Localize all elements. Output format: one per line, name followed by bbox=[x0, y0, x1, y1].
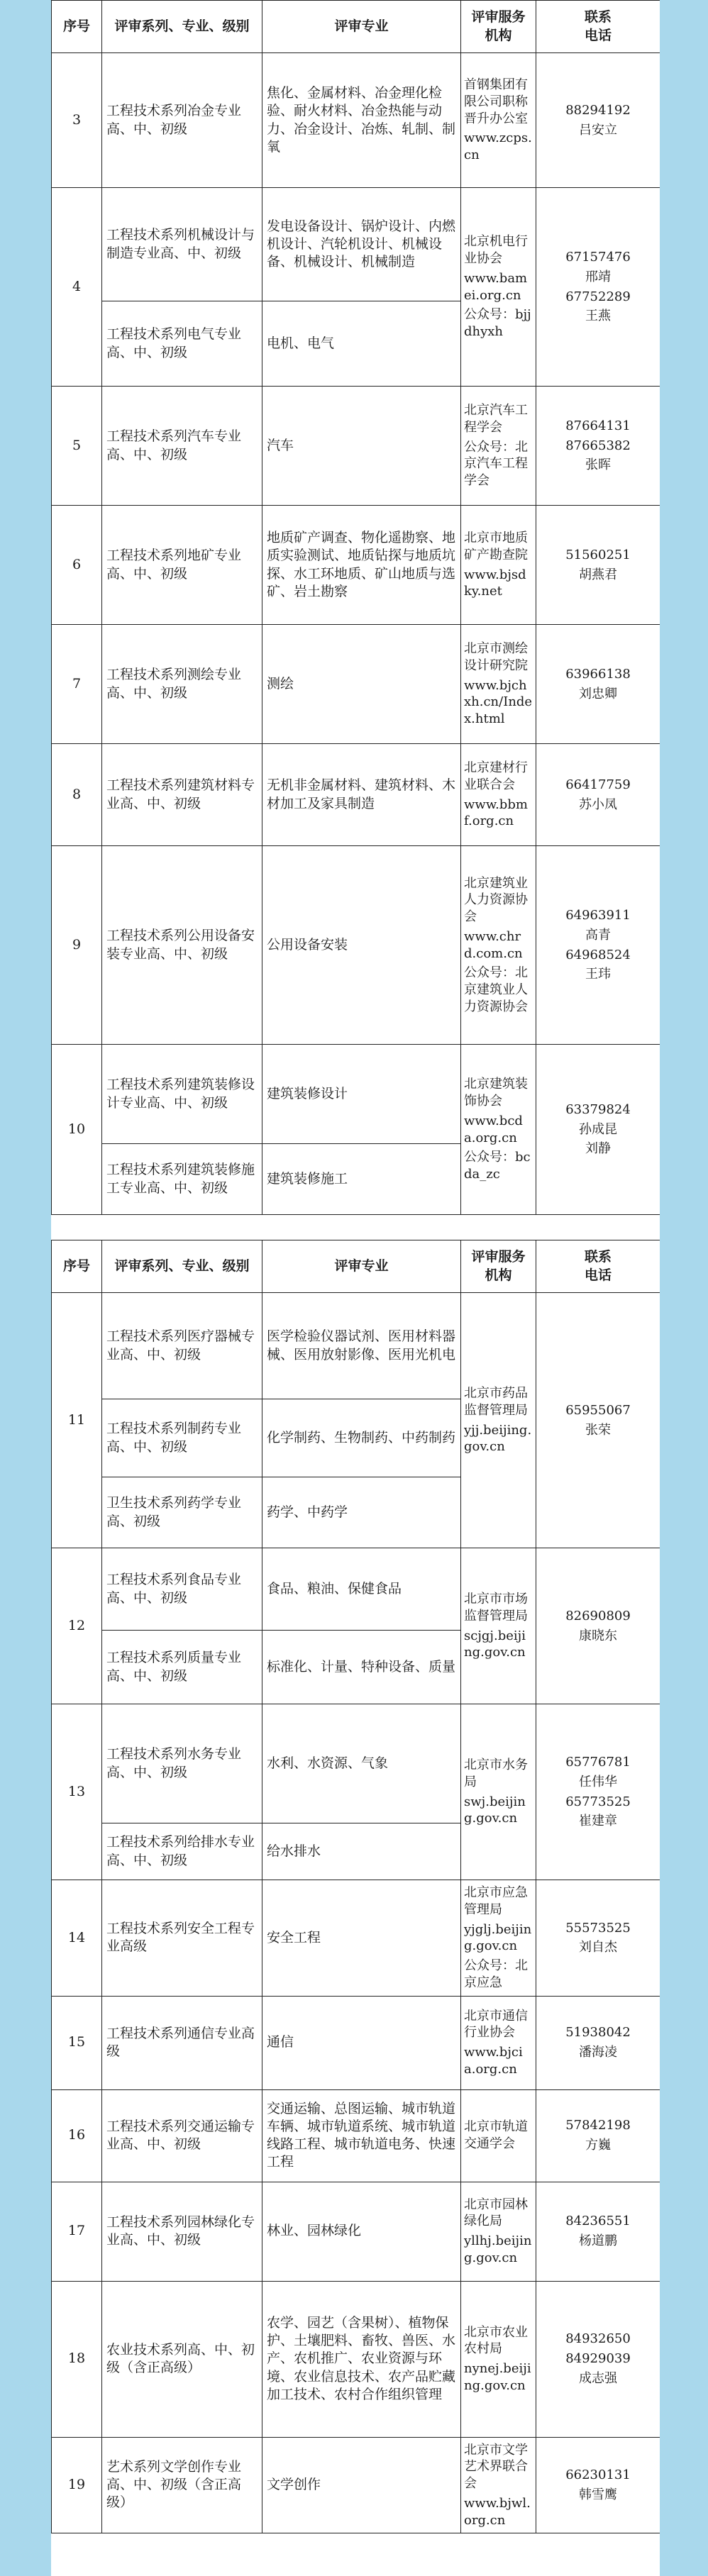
org-line: www.bcda.org.cn bbox=[464, 1113, 523, 1145]
org-line: swj.beijing.gov.cn bbox=[464, 1794, 526, 1826]
row-series: 工程技术系列冶金专业高、中、初级 bbox=[102, 53, 262, 188]
header-major: 评审专业 bbox=[262, 1, 461, 53]
row-major: 化学制药、生物制药、中药制药 bbox=[262, 1399, 461, 1477]
org-line: 公众号：北京建筑业人力资源协会 bbox=[464, 965, 528, 1014]
phone-line: 64963911 bbox=[565, 908, 631, 923]
org-line: 公众号：北京汽车工程学会 bbox=[464, 439, 528, 489]
row-number: 17 bbox=[52, 2182, 102, 2281]
table-row bbox=[52, 506, 660, 625]
phone-line: 64968524 bbox=[565, 947, 631, 962]
row-phone bbox=[536, 188, 660, 387]
row-phone bbox=[536, 625, 660, 744]
header-contact-line2: 电话 bbox=[584, 1267, 612, 1283]
org-line: 首钢集团有限公司职称晋升办公室 bbox=[464, 77, 528, 126]
header-contact bbox=[536, 1240, 660, 1293]
table-row bbox=[52, 625, 660, 744]
row-org bbox=[461, 744, 536, 846]
phone-line: 王玮 bbox=[585, 967, 611, 982]
phone-line: 邢靖 bbox=[585, 269, 611, 284]
row-major: 交通运输、总图运输、城市轨道车辆、城市轨道系统、城市轨道线路工程、城市轨道电务、快速工程 bbox=[262, 2089, 461, 2182]
header-series: 评审系列、专业、级别 bbox=[102, 1240, 262, 1293]
row-series: 工程技术系列建筑材料专业高、中、初级 bbox=[102, 744, 262, 846]
row-series: 农业技术系列高、中、初级（含正高级） bbox=[102, 2281, 262, 2437]
row-phone bbox=[536, 506, 660, 625]
org-line: 北京市地质矿产勘查院 bbox=[464, 531, 528, 562]
table-row bbox=[52, 744, 660, 846]
row-major: 药学、中药学 bbox=[262, 1477, 461, 1548]
row-number: 4 bbox=[52, 188, 102, 387]
row-number: 15 bbox=[52, 1996, 102, 2089]
row-org bbox=[461, 53, 536, 188]
header-major: 评审专业 bbox=[262, 1240, 461, 1293]
table-header-row bbox=[52, 1240, 660, 1293]
phone-line: 63379824 bbox=[565, 1101, 631, 1117]
table-header-row bbox=[52, 1, 660, 53]
row-major: 公用设备安装 bbox=[262, 846, 461, 1045]
phone-line: 88294192 bbox=[565, 102, 631, 118]
table-row bbox=[52, 846, 660, 1045]
row-phone bbox=[536, 1880, 660, 1997]
row-major: 汽车 bbox=[262, 387, 461, 506]
row-major: 发电设备设计、锅炉设计、内燃机设计、汽轮机设计、机械设备、机械设计、机械制造 bbox=[262, 188, 461, 301]
row-series: 工程技术系列质量专业高、中、初级 bbox=[102, 1631, 262, 1704]
row-number: 9 bbox=[52, 846, 102, 1045]
row-number: 19 bbox=[52, 2437, 102, 2533]
row-series: 工程技术系列建筑装修施工专业高、中、初级 bbox=[102, 1144, 262, 1215]
phone-line: 51938042 bbox=[565, 2025, 631, 2041]
row-major: 电机、电气 bbox=[262, 301, 461, 387]
row-phone bbox=[536, 744, 660, 846]
table-row bbox=[52, 1045, 660, 1144]
phone-line: 66417759 bbox=[565, 777, 631, 792]
row-major: 农学、园艺（含果树）、植物保护、土壤肥料、畜牧、兽医、水产、农机推广、农业资源与环境、农业信息技术、农产品贮藏加工技术、农村合作组织管理 bbox=[262, 2281, 461, 2437]
org-line: 北京市测绘设计研究院 bbox=[464, 641, 528, 673]
org-line: yllhj.beijing.gov.cn bbox=[464, 2233, 532, 2265]
phone-line: 崔建章 bbox=[579, 1814, 617, 1829]
org-line: 北京市市场监督管理局 bbox=[464, 1592, 528, 1623]
phone-line: 杨道鹏 bbox=[579, 2233, 617, 2248]
table-row bbox=[52, 188, 660, 301]
row-major: 食品、粮油、保健食品 bbox=[262, 1548, 461, 1631]
row-phone bbox=[536, 2089, 660, 2182]
row-org bbox=[461, 2437, 536, 2533]
org-line: 北京市园林绿化局 bbox=[464, 2197, 528, 2229]
section-gap bbox=[52, 1215, 660, 1240]
row-phone bbox=[536, 1045, 660, 1215]
row-org bbox=[461, 1293, 536, 1548]
phone-line: 65773525 bbox=[565, 1794, 631, 1809]
phone-line: 67157476 bbox=[565, 250, 631, 265]
table-row bbox=[52, 2281, 660, 2437]
org-line: 北京建筑装饰协会 bbox=[464, 1077, 528, 1109]
org-line: 北京市轨道交通学会 bbox=[464, 2119, 528, 2151]
row-major: 给水排水 bbox=[262, 1823, 461, 1880]
phone-line: 刘忠卿 bbox=[579, 686, 617, 701]
header-contact bbox=[536, 1, 660, 53]
phone-line: 潘海凌 bbox=[579, 2045, 617, 2060]
row-number: 7 bbox=[52, 625, 102, 744]
row-series: 工程技术系列制药专业高、中、初级 bbox=[102, 1399, 262, 1477]
phone-line: 82690809 bbox=[565, 1608, 631, 1623]
row-org bbox=[461, 2182, 536, 2281]
row-major: 文学创作 bbox=[262, 2437, 461, 2533]
phone-line: 57842198 bbox=[565, 2118, 631, 2133]
org-line: scjgj.beijing.gov.cn bbox=[464, 1628, 526, 1660]
row-series: 工程技术系列地矿专业高、中、初级 bbox=[102, 506, 262, 625]
phone-line: 方巍 bbox=[585, 2138, 611, 2153]
row-major: 建筑装修施工 bbox=[262, 1144, 461, 1215]
row-number: 10 bbox=[52, 1045, 102, 1215]
phone-line: 51560251 bbox=[565, 547, 631, 562]
org-line: www.bjchxh.cn/Index.html bbox=[464, 677, 533, 727]
row-org bbox=[461, 625, 536, 744]
row-org bbox=[461, 387, 536, 506]
org-line: 公众号：北京应急 bbox=[464, 1958, 528, 1990]
header-no: 序号 bbox=[52, 1, 102, 53]
row-major: 地质矿产调查、物化遥勘察、地质实验测试、地质钻探与地质坑探、水工环地质、矿山地质与选矿、岩土勘察 bbox=[262, 506, 461, 625]
phone-line: 苏小凤 bbox=[579, 796, 617, 812]
row-org bbox=[461, 1548, 536, 1704]
org-line: 北京市文学艺术界联合会 bbox=[464, 2442, 528, 2491]
phone-line: 王燕 bbox=[585, 309, 611, 324]
row-major: 焦化、金属材料、冶金理化检验、耐火材料、冶金热能与动力、冶金设计、冶炼、轧制、制氧 bbox=[262, 53, 461, 188]
org-line: yjglj.beijing.gov.cn bbox=[464, 1921, 532, 1954]
header-org bbox=[461, 1, 536, 53]
phone-line: 67752289 bbox=[565, 289, 631, 304]
row-phone bbox=[536, 1293, 660, 1548]
row-major: 测绘 bbox=[262, 625, 461, 744]
phone-line: 张荣 bbox=[585, 1422, 611, 1438]
row-org bbox=[461, 1880, 536, 1997]
header-org-line1: 评审服务 bbox=[471, 1249, 526, 1265]
row-org bbox=[461, 1996, 536, 2089]
table-row bbox=[52, 1293, 660, 1399]
row-number: 14 bbox=[52, 1880, 102, 1997]
row-number: 6 bbox=[52, 506, 102, 625]
phone-line: 任伟华 bbox=[579, 1774, 617, 1789]
phone-line: 高青 bbox=[585, 927, 611, 943]
org-line: 公众号：bcda_zc bbox=[464, 1150, 531, 1182]
row-number: 12 bbox=[52, 1548, 102, 1704]
row-series: 工程技术系列建筑装修设计专业高、中、初级 bbox=[102, 1045, 262, 1144]
row-series: 工程技术系列汽车专业高、中、初级 bbox=[102, 387, 262, 506]
phone-line: 84929039 bbox=[565, 2351, 631, 2367]
table-row bbox=[52, 2182, 660, 2281]
row-series: 工程技术系列食品专业高、中、初级 bbox=[102, 1548, 262, 1631]
row-number: 13 bbox=[52, 1704, 102, 1880]
row-major: 水利、水资源、气象 bbox=[262, 1704, 461, 1823]
phone-line: 84236551 bbox=[565, 2214, 631, 2229]
row-phone bbox=[536, 1704, 660, 1880]
org-line: www.bjwl.org.cn bbox=[464, 2495, 531, 2528]
phone-line: 张晖 bbox=[585, 457, 611, 473]
header-no: 序号 bbox=[52, 1240, 102, 1293]
phone-line: 66230131 bbox=[565, 2467, 631, 2483]
row-number: 5 bbox=[52, 387, 102, 506]
org-line: 北京汽车工程学会 bbox=[464, 403, 528, 435]
row-series: 工程技术系列水务专业高、中、初级 bbox=[102, 1704, 262, 1823]
phone-line: 63966138 bbox=[565, 666, 631, 682]
row-series: 工程技术系列公用设备安装专业高、中、初级 bbox=[102, 846, 262, 1045]
row-number: 16 bbox=[52, 2089, 102, 2182]
row-number: 18 bbox=[52, 2281, 102, 2437]
row-org bbox=[461, 506, 536, 625]
header-contact-line1: 联系 bbox=[584, 9, 612, 26]
org-line: 北京建筑业人力资源协会 bbox=[464, 875, 528, 924]
row-number: 8 bbox=[52, 744, 102, 846]
row-series: 工程技术系列交通运输专业高、中、初级 bbox=[102, 2089, 262, 2182]
phone-line: 孙成昆 bbox=[579, 1121, 617, 1137]
org-line: 北京机电行业协会 bbox=[464, 234, 528, 266]
row-series: 工程技术系列给排水专业高、中、初级 bbox=[102, 1823, 262, 1880]
row-series: 工程技术系列医疗器械专业高、中、初级 bbox=[102, 1293, 262, 1399]
row-series: 卫生技术系列药学专业高、初级 bbox=[102, 1477, 262, 1548]
row-major: 林业、园林绿化 bbox=[262, 2182, 461, 2281]
row-major: 医学检验仪器试剂、医用材料器械、医用放射影像、医用光机电 bbox=[262, 1293, 461, 1399]
table-row bbox=[52, 53, 660, 188]
phone-line: 吕安立 bbox=[579, 122, 617, 138]
row-phone bbox=[536, 846, 660, 1045]
org-line: www.zcps.cn bbox=[464, 131, 532, 163]
org-line: www.bjsdky.net bbox=[464, 567, 526, 599]
phone-line: 87665382 bbox=[565, 438, 631, 453]
org-line: nynej.beijing.gov.cn bbox=[464, 2361, 531, 2393]
org-line: www.bamei.org.cn bbox=[464, 270, 528, 303]
row-phone bbox=[536, 387, 660, 506]
header-org-line2: 机构 bbox=[485, 1267, 512, 1283]
row-major: 标准化、计量、特种设备、质量 bbox=[262, 1631, 461, 1704]
header-org-line1: 评审服务 bbox=[471, 9, 526, 26]
phone-line: 刘静 bbox=[585, 1141, 611, 1157]
header-contact-line2: 电话 bbox=[584, 27, 612, 43]
phone-line: 65955067 bbox=[565, 1402, 631, 1418]
table-row bbox=[52, 1996, 660, 2089]
row-phone bbox=[536, 2281, 660, 2437]
row-org bbox=[461, 188, 536, 387]
row-series: 工程技术系列园林绿化专业高、中、初级 bbox=[102, 2182, 262, 2281]
row-series: 工程技术系列安全工程专业高级 bbox=[102, 1880, 262, 1997]
row-series: 工程技术系列测绘专业高、中、初级 bbox=[102, 625, 262, 744]
header-series: 评审系列、专业、级别 bbox=[102, 1, 262, 53]
table-row bbox=[52, 387, 660, 506]
org-line: 北京市应急管理局 bbox=[464, 1885, 528, 1917]
row-phone bbox=[536, 2182, 660, 2281]
row-phone bbox=[536, 53, 660, 188]
phone-line: 成志强 bbox=[579, 2370, 617, 2386]
phone-line: 胡燕君 bbox=[579, 567, 617, 582]
org-line: 公众号：bjjdhyxh bbox=[464, 307, 531, 339]
table-row bbox=[52, 2089, 660, 2182]
org-line: 北京市农业农村局 bbox=[464, 2324, 528, 2357]
row-org bbox=[461, 1045, 536, 1215]
row-major: 安全工程 bbox=[262, 1880, 461, 1997]
org-line: yjj.beijing.gov.cn bbox=[464, 1422, 532, 1455]
header-org-line2: 机构 bbox=[485, 27, 512, 43]
row-org bbox=[461, 846, 536, 1045]
row-number: 11 bbox=[52, 1293, 102, 1548]
org-line: 北京建材行业联合会 bbox=[464, 760, 528, 792]
header-org bbox=[461, 1240, 536, 1293]
org-line: 北京市水务局 bbox=[464, 1758, 528, 1789]
header-contact-line1: 联系 bbox=[584, 1249, 612, 1265]
row-major: 无机非金属材料、建筑材料、木材加工及家具制造 bbox=[262, 744, 461, 846]
phone-line: 韩雪鹰 bbox=[579, 2487, 617, 2502]
phone-line: 87664131 bbox=[565, 418, 631, 433]
org-line: www.chrd.com.cn bbox=[464, 928, 523, 961]
row-series: 工程技术系列电气专业高、中、初级 bbox=[102, 301, 262, 387]
row-number: 3 bbox=[52, 53, 102, 188]
evaluation-table bbox=[51, 0, 660, 2533]
row-org bbox=[461, 2089, 536, 2182]
document-sheet bbox=[51, 0, 660, 2576]
table-row bbox=[52, 1548, 660, 1631]
row-org bbox=[461, 2281, 536, 2437]
row-series: 工程技术系列机械设计与制造专业高、中、初级 bbox=[102, 188, 262, 301]
phone-line: 84932650 bbox=[565, 2331, 631, 2347]
row-phone bbox=[536, 2437, 660, 2533]
row-major: 通信 bbox=[262, 1996, 461, 2089]
row-series: 艺术系列文学创作专业高、中、初级（含正高级） bbox=[102, 2437, 262, 2533]
org-line: www.bbmf.org.cn bbox=[464, 796, 528, 829]
table-row bbox=[52, 2437, 660, 2533]
row-phone bbox=[536, 1996, 660, 2089]
org-line: www.bjcia.org.cn bbox=[464, 2045, 523, 2077]
table-row bbox=[52, 1880, 660, 1997]
row-phone bbox=[536, 1548, 660, 1704]
table-row bbox=[52, 1704, 660, 1823]
phone-line: 刘自杰 bbox=[579, 1940, 617, 1955]
row-series: 工程技术系列通信专业高级 bbox=[102, 1996, 262, 2089]
phone-line: 65776781 bbox=[565, 1755, 631, 1770]
row-major: 建筑装修设计 bbox=[262, 1045, 461, 1144]
row-org bbox=[461, 1704, 536, 1880]
org-line: 北京市药品监督管理局 bbox=[464, 1386, 528, 1418]
org-line: 北京市通信行业协会 bbox=[464, 2008, 528, 2041]
phone-line: 55573525 bbox=[565, 1920, 631, 1936]
phone-line: 康晓东 bbox=[579, 1628, 617, 1643]
